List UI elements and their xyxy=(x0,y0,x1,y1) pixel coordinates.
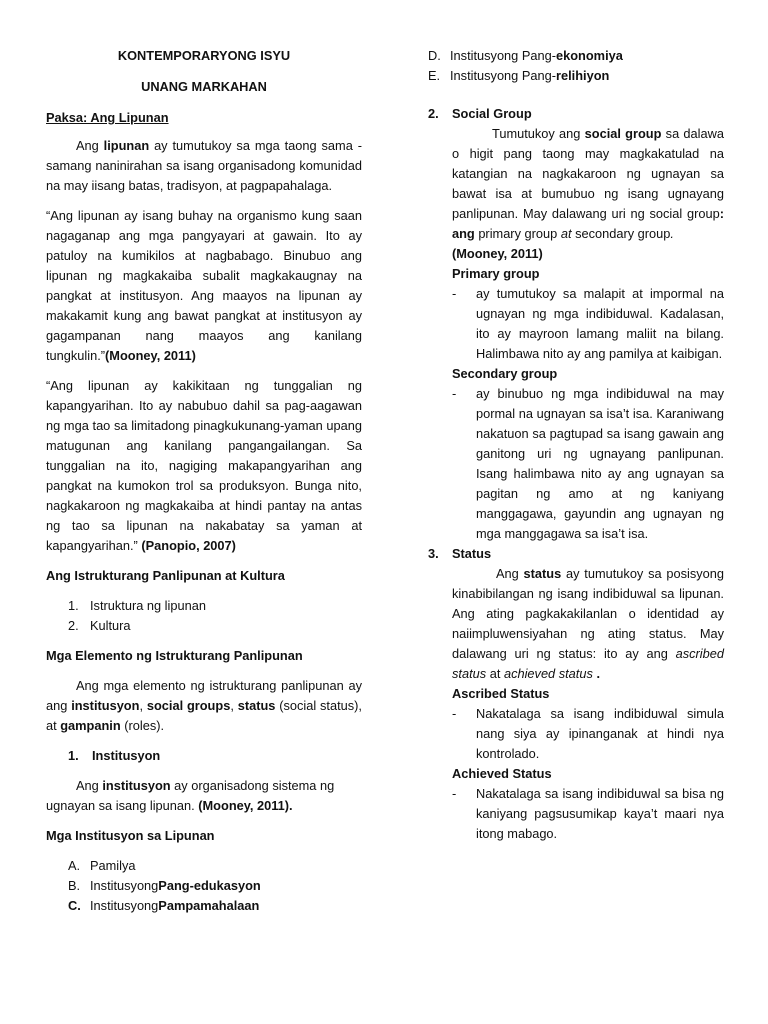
achieved-status-item: - Nakatalaga sa isang indibiduwal sa bisa ng kaniyang pagsusumikap kaya’t maari nya itong mabago. xyxy=(452,786,724,841)
secondary-group-item: - ay binubuo ng mga indibiduwal na may pormal na ugnayan sa isa’t isa. Karaniwang nakatuon sa pagtupad sa isang gawain ang ganitong uri ng ugnayang panlipunan. Isang halimbawa nito ay ang ugnayan sa pagitan ng amo at ng kaniyang manggagawa, gayundin ang ugnayan ng mga manggagawa sa isa’t isa. xyxy=(452,386,724,541)
heading-achieved-status: Achieved Status xyxy=(452,766,552,781)
elemento-paragraph: Ang mga elemento ng istrukturang panlipunan ay ang institusyon, social groups, status (social status), at gampanin (roles). xyxy=(46,678,362,733)
primary-group-item: - ay tumutukoy sa malapit at impormal na ugnayan ng mga indibiduwal. Kadalasan, ito ay mayroon lamang maliit na bilang. Halimbawa nito ay ang pamilya at kaibigan. xyxy=(452,286,724,361)
list-item: 1. Istruktura ng lipunan xyxy=(68,598,206,613)
intro-paragraph: Ang lipunan ay tumutukoy sa mga taong sama -samang naninirahan sa isang organisadong komunidad na may iisang batas, tradisyon, at pagpapahalaga. xyxy=(46,138,362,193)
heading-istruktura-kultura: Ang Istrukturang Panlipunan at Kultura xyxy=(46,568,285,583)
heading-ascribed-status: Ascribed Status xyxy=(452,686,550,701)
heading-institusyon-lipunan: Mga Institusyon sa Lipunan xyxy=(46,828,215,843)
institusyon-paragraph: Ang institusyon ay organisadong sistema ng ugnayan sa isang lipunan. (Mooney, 2011). xyxy=(46,778,335,813)
heading-institusyon: 1. Institusyon xyxy=(68,748,161,763)
heading-social-group: 2. Social Group xyxy=(428,106,532,121)
left-column xyxy=(46,46,362,916)
heading-primary-group: Primary group xyxy=(452,266,540,281)
ascribed-status-item: - Nakatalaga sa isang indibiduwal simula nang siya ay ipinanganak at hindi nya kontrolado. xyxy=(452,706,724,761)
list-institusyon xyxy=(68,856,362,916)
quote-panopio: “Ang lipunan ay kakikitaan ng tunggalian ng kapangyarihan. Ito ay nabubuo dahil sa pag-aagawan ng mga tao sa limitadong pinagkukunang-yaman upang matugunan ang kanilang pangangailangan. Sa tunggalian na ito, nagiging makapangyarihan ang pangkat na kumokon trol sa produksyon. Bunga nito, nagkakaroon ng magkakaiba at hindi pantay na antas ng tao sa lipunan na nakabatay sa yaman at kapangyarihan.” (Panopio, 2007) xyxy=(46,378,362,553)
heading-elemento: Mga Elemento ng Istrukturang Panlipunan xyxy=(46,648,303,663)
list-item: B. Institusyong Pang-edukasyon xyxy=(68,878,261,893)
list-istruktura xyxy=(68,596,362,636)
list-item: 2. Kultura xyxy=(68,618,131,633)
quote-mooney: “Ang lipunan ay isang buhay na organismo kung saan nagaganap ang mga pangyayari at gawain. Ito ay patuloy na kumikilos at nagbabago. Binubuo ang lipunan ng magkakaiba subalit magkakaugnay na pangkat at institusyon. Ang maayos na lipunan ay makakamit kung ang bawat pangkat at institusyon ay gagampanan nang maayos ang kanilang tungkulin.”(Mooney, 2011) xyxy=(46,208,362,363)
document-title: KONTEMPORARYONG ISYU xyxy=(117,48,291,63)
list-institusyon-continued xyxy=(428,46,724,86)
heading-secondary-group: Secondary group xyxy=(452,366,558,381)
social-group-citation: (Mooney, 2011) xyxy=(452,246,543,261)
topic-heading: Paksa: Ang Lipunan xyxy=(46,110,169,125)
heading-status: 3. Status xyxy=(428,546,492,561)
list-item: C. Institusyong Pampamahalaan xyxy=(68,898,260,913)
list-item: E. Institusyong Pang- relihiyon xyxy=(428,68,610,83)
list-item: D. Institusyong Pang- ekonomiya xyxy=(428,48,623,63)
document-subtitle: UNANG MARKAHAN xyxy=(141,79,267,94)
social-group-paragraph: Tumutukoy ang social group sa dalawa o higit pang taong may magkakatulad na katangian na nagkakaroon ng ugnayan sa bawat isa at bumubuo ng isang ugnayang panlipunan. May dalawang uri ng social group: ang primary group at secondary group. xyxy=(452,126,724,241)
status-paragraph: Ang status ay tumutukoy sa posisyong kinabibilangan ng isang indibiduwal sa lipunan. Ang ating pagkakakilanlan o identidad ay naiimpluwensiyahan ng ating status. May dalawang uri ng status: ito ay ang ascribed status at achieved status . xyxy=(452,566,724,681)
list-item: A. Pamilya xyxy=(68,858,136,873)
right-column xyxy=(428,46,724,844)
